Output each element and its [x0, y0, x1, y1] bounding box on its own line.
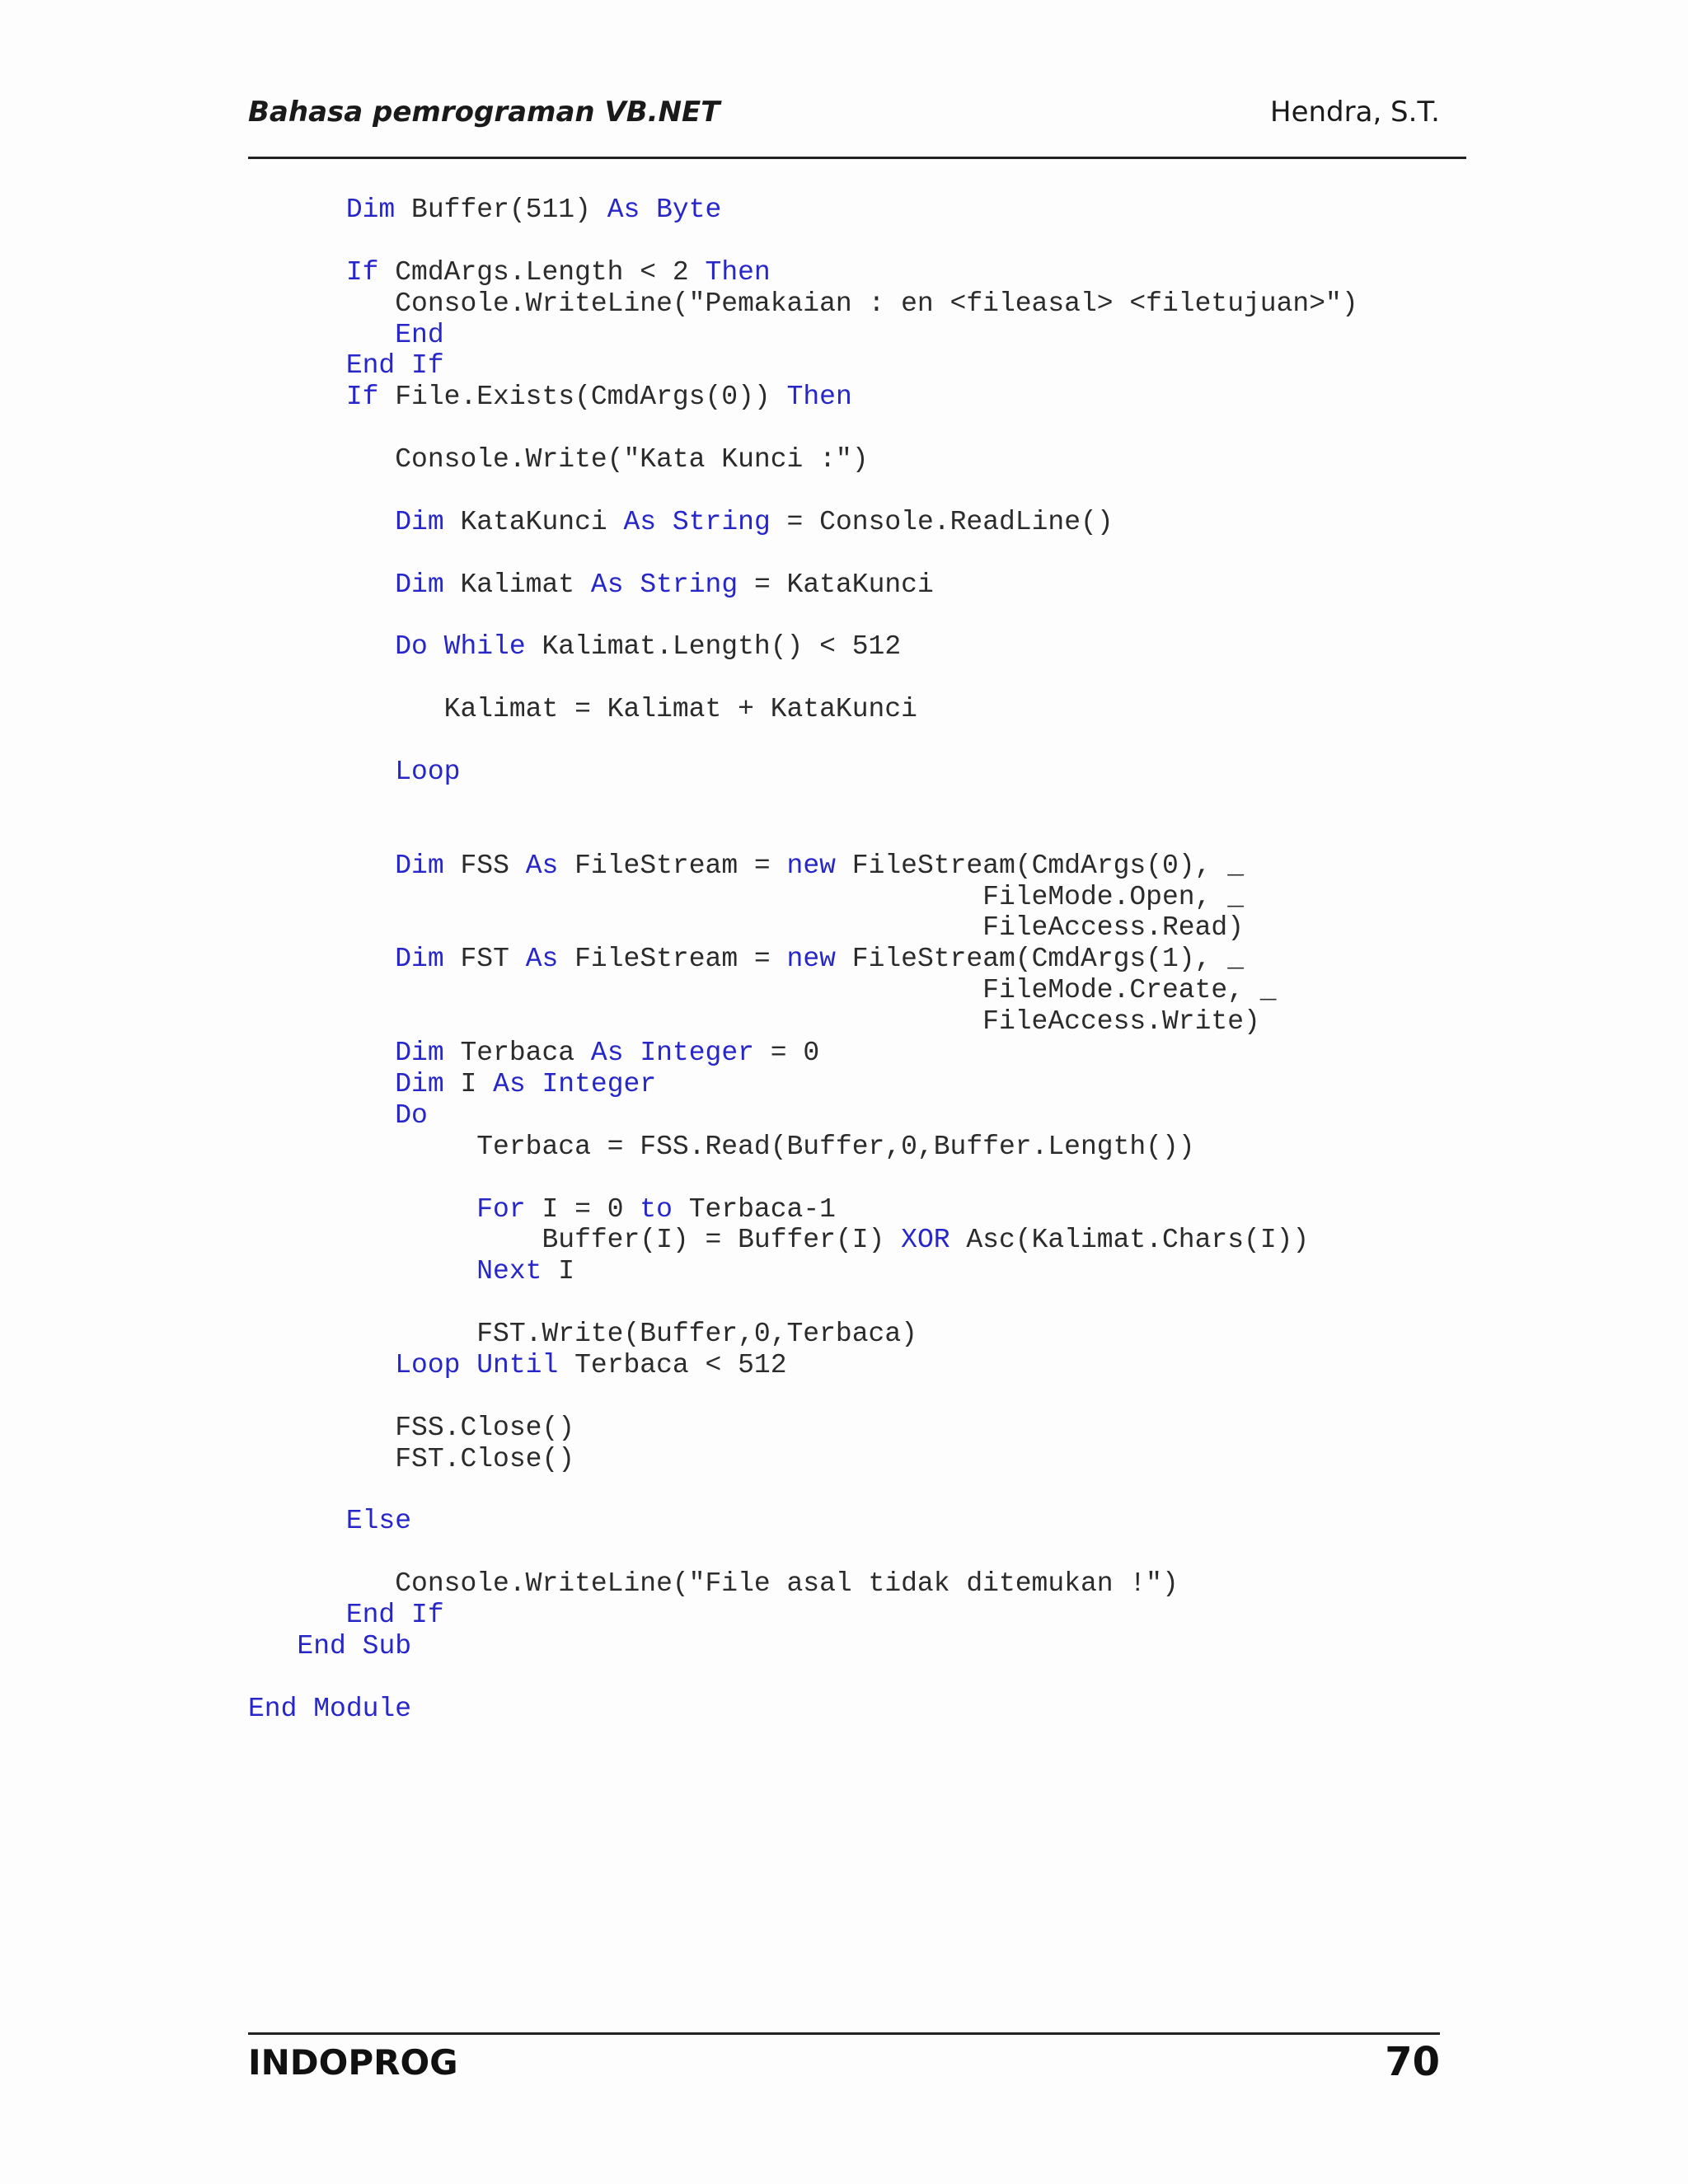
code-line — [248, 1132, 1358, 1163]
code-line — [248, 1100, 1358, 1132]
code-keyword: Integer — [640, 1038, 754, 1069]
code-keyword: Loop — [395, 757, 461, 788]
code-keyword: As — [493, 1068, 526, 1099]
code-line — [248, 1600, 1358, 1631]
code-text — [526, 1069, 542, 1099]
code-text — [248, 1038, 395, 1068]
code-line — [248, 819, 1358, 851]
code-text: File.Exists(CmdArgs(0)) — [378, 382, 787, 413]
code-text: FileAccess.Write) — [248, 1006, 1260, 1038]
code-line — [248, 226, 1358, 257]
code-line — [248, 601, 1358, 632]
code-keyword: Dim — [395, 1068, 444, 1099]
code-text — [248, 350, 346, 381]
code-text — [624, 1038, 640, 1068]
code-line — [248, 476, 1358, 507]
code-text: Console.WriteLine("Pemakaian : en <fileasal> <filetujuan>") — [248, 288, 1358, 319]
code-keyword: Dim — [395, 850, 444, 881]
code-line — [248, 1413, 1358, 1444]
code-line — [248, 1537, 1358, 1568]
code-keyword: Byte — [656, 194, 722, 225]
code-keyword: End Sub — [297, 1630, 412, 1661]
code-keyword: new — [786, 944, 836, 975]
code-text: FileAccess.Read) — [248, 912, 1244, 944]
code-text — [248, 1100, 395, 1131]
code-keyword: As — [525, 944, 559, 975]
code-keyword: As — [590, 569, 624, 600]
code-line — [248, 1350, 1358, 1381]
code-line — [248, 1662, 1358, 1694]
header-title: Bahasa pemrograman VB.NET — [248, 96, 720, 129]
code-line — [248, 1444, 1358, 1475]
code-text: FileMode.Open, _ — [248, 881, 1244, 912]
code-keyword: XOR — [901, 1225, 950, 1256]
code-text: Console.WriteLine("File asal tidak ditemukan !") — [248, 1568, 1179, 1600]
header-divider — [248, 157, 1466, 159]
code-line — [248, 944, 1358, 975]
code-text — [248, 194, 346, 225]
code-text — [248, 1631, 297, 1661]
code-text — [248, 569, 395, 600]
code-text: Terbaca-1 — [672, 1193, 836, 1225]
code-line — [248, 350, 1358, 382]
code-keyword: End If — [345, 1600, 444, 1631]
code-keyword: As — [525, 850, 559, 881]
code-line — [248, 882, 1358, 913]
code-text: FST.Close() — [248, 1443, 575, 1474]
code-line — [248, 694, 1358, 725]
code-keyword: Next — [476, 1256, 542, 1287]
code-text: CmdArgs.Length < 2 — [378, 256, 706, 288]
code-line — [248, 1287, 1358, 1319]
code-line — [248, 1568, 1358, 1600]
code-text: FSS.Close() — [248, 1412, 575, 1443]
code-keyword: Loop Until — [395, 1349, 559, 1380]
code-keyword: End — [395, 319, 444, 350]
code-text: Kalimat.Length() < 512 — [525, 631, 902, 663]
code-text: = Console.ReadLine() — [770, 506, 1114, 537]
code-text — [248, 1256, 476, 1286]
code-keyword: Dim — [345, 194, 396, 225]
code-text: FileStream = — [558, 850, 787, 881]
code-text: = KataKunci — [738, 569, 934, 600]
code-text — [624, 569, 640, 600]
code-text — [248, 382, 346, 412]
code-line — [248, 538, 1358, 569]
code-line — [248, 1194, 1358, 1226]
footer-brand: INDOPROG — [248, 2042, 458, 2083]
code-keyword: to — [640, 1193, 673, 1225]
code-line — [248, 382, 1358, 413]
code-line — [248, 725, 1358, 757]
code-line — [248, 1163, 1358, 1194]
code-keyword: Do — [395, 1099, 428, 1131]
code-text: Console.Write("Kata Kunci :") — [248, 444, 869, 476]
code-line — [248, 1225, 1358, 1256]
code-line — [248, 320, 1358, 351]
code-keyword: Else — [345, 1506, 412, 1537]
code-keyword: Dim — [395, 506, 444, 537]
code-text: Buffer(511) — [395, 194, 607, 225]
code-text — [248, 757, 395, 787]
code-listing — [248, 194, 1358, 1725]
code-line — [248, 1381, 1358, 1413]
code-text — [248, 320, 395, 350]
code-line — [248, 912, 1358, 944]
code-text: I = 0 — [525, 1193, 640, 1225]
code-text — [640, 194, 656, 225]
code-line — [248, 1319, 1358, 1350]
code-text: I — [542, 1256, 575, 1287]
code-keyword: Then — [786, 382, 852, 413]
code-keyword: Then — [705, 256, 771, 288]
code-text: FST.Write(Buffer,0,Terbaca) — [248, 1319, 917, 1350]
code-text — [248, 1350, 395, 1380]
code-keyword: If — [345, 382, 379, 413]
code-keyword: Dim — [395, 944, 444, 975]
code-line — [248, 444, 1358, 476]
code-line — [248, 788, 1358, 819]
code-keyword: Integer — [542, 1068, 657, 1099]
code-text: Kalimat = Kalimat + KataKunci — [248, 694, 917, 725]
code-text: FileMode.Create, _ — [248, 975, 1277, 1006]
code-keyword: End If — [345, 350, 444, 382]
code-line — [248, 1475, 1358, 1507]
code-text: Terbaca — [443, 1038, 591, 1069]
code-line — [248, 975, 1358, 1006]
page-number: 70 — [1385, 2039, 1440, 2085]
code-line — [248, 1038, 1358, 1069]
code-text: Terbaca < 512 — [558, 1349, 787, 1380]
footer-divider — [248, 2032, 1440, 2035]
code-keyword: End Module — [248, 1693, 412, 1724]
code-keyword: new — [786, 850, 836, 881]
code-keyword: Dim — [395, 1038, 444, 1069]
code-line — [248, 757, 1358, 788]
code-line — [248, 1631, 1358, 1662]
code-line — [248, 1256, 1358, 1287]
code-text — [656, 507, 673, 537]
code-text: FSS — [443, 850, 526, 881]
code-line — [248, 507, 1358, 538]
code-text: FST — [443, 944, 526, 975]
code-text: = 0 — [753, 1038, 820, 1069]
code-text: Buffer(I) = Buffer(I) — [248, 1225, 902, 1256]
code-text: KataKunci — [443, 506, 624, 537]
code-keyword: For — [476, 1193, 526, 1225]
code-text — [248, 1506, 346, 1536]
code-line — [248, 1006, 1358, 1038]
code-text — [248, 944, 395, 974]
code-text: Terbaca = FSS.Read(Buffer,0,Buffer.Length()) — [248, 1131, 1195, 1162]
code-text: Asc(Kalimat.Chars(I)) — [950, 1225, 1310, 1256]
code-line — [248, 1506, 1358, 1537]
code-line — [248, 288, 1358, 320]
code-keyword: If — [345, 256, 379, 288]
code-text — [248, 1069, 395, 1099]
code-keyword: Dim — [395, 569, 444, 600]
code-text: FileStream(CmdArgs(1), _ — [835, 944, 1245, 975]
code-text — [248, 257, 346, 288]
code-line — [248, 194, 1358, 226]
code-text: FileStream(CmdArgs(0), _ — [835, 850, 1245, 881]
code-keyword: String — [640, 569, 738, 600]
code-keyword: Do While — [395, 631, 526, 663]
code-line — [248, 257, 1358, 288]
page-header — [248, 96, 1440, 135]
code-text: FileStream = — [558, 944, 787, 975]
header-author: Hendra, S.T. — [1270, 96, 1440, 129]
code-text — [248, 1194, 476, 1225]
code-text: Kalimat — [443, 569, 591, 600]
code-text — [248, 851, 395, 881]
code-line — [248, 1069, 1358, 1100]
code-keyword: String — [672, 506, 771, 537]
code-text — [248, 631, 395, 662]
code-line — [248, 631, 1358, 663]
code-keyword: As — [590, 1038, 624, 1069]
code-keyword: As — [607, 194, 640, 225]
code-line — [248, 569, 1358, 601]
code-line — [248, 663, 1358, 694]
code-text — [248, 507, 395, 537]
code-keyword: As — [623, 506, 657, 537]
code-text: I — [443, 1068, 494, 1099]
code-line — [248, 851, 1358, 882]
code-line — [248, 1694, 1358, 1725]
code-text — [248, 1600, 346, 1630]
code-line — [248, 413, 1358, 444]
